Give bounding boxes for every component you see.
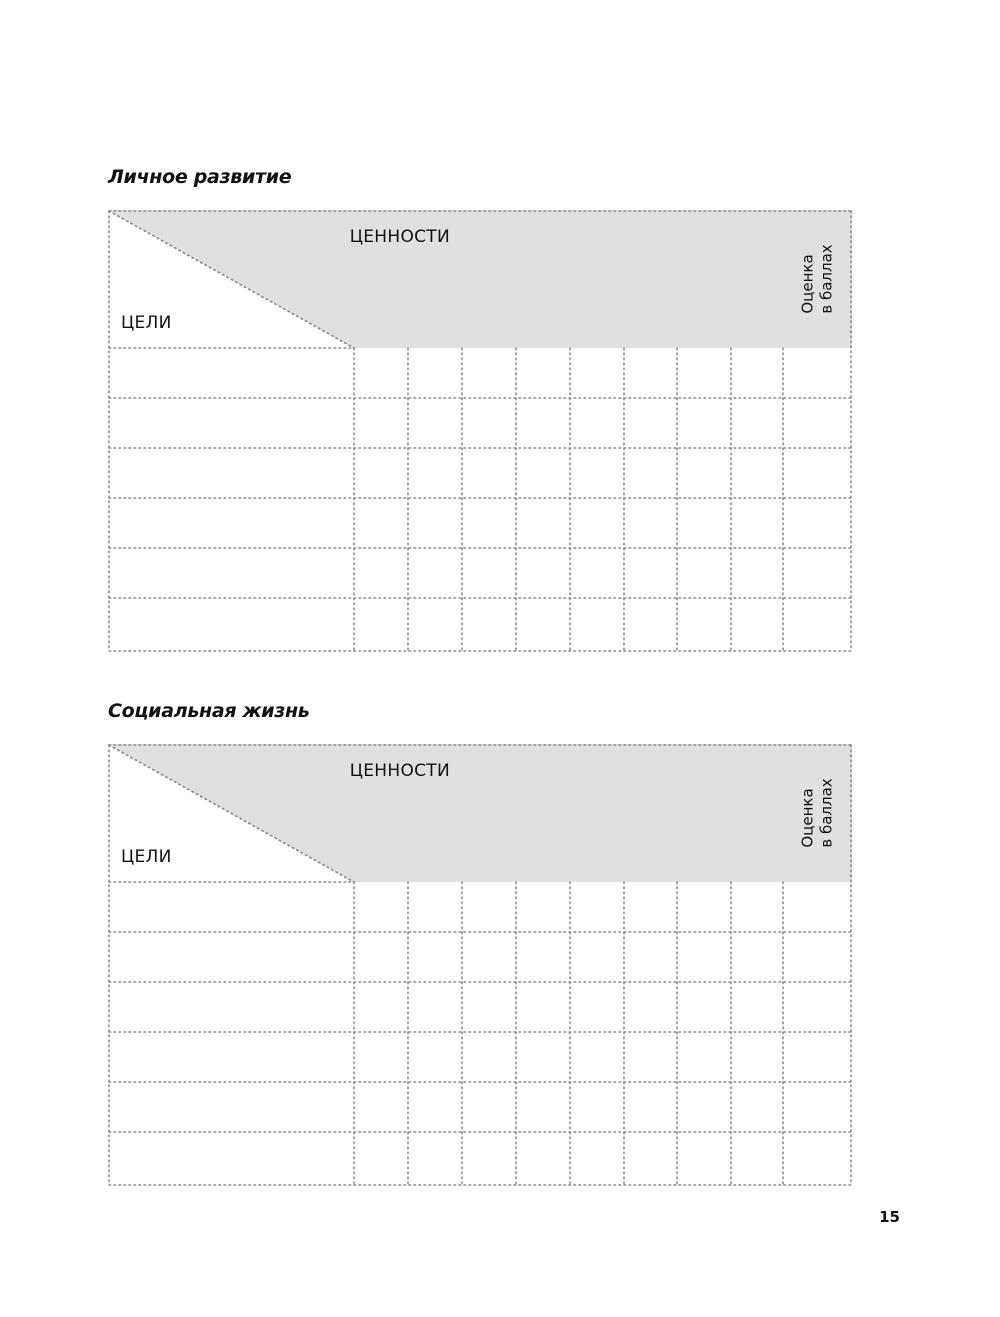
goals-values-worksheet-personal-development: [108, 210, 852, 652]
worksheet-grid: [108, 210, 852, 652]
worksheet-grid: [108, 744, 852, 1186]
score-column-header: [783, 210, 852, 348]
values-header-label: ЦЕННОСТИ: [349, 761, 450, 781]
goals-values-worksheet-social-life: [108, 744, 852, 1186]
goals-header-label: ЦЕЛИ: [121, 847, 172, 867]
page-number: 15: [879, 1208, 900, 1226]
score-label-line2: в баллах: [817, 778, 836, 848]
section-title-social-life: Социальная жизнь: [108, 700, 310, 722]
score-label-line1: Оценка: [798, 788, 817, 848]
goals-header-label: ЦЕЛИ: [121, 313, 172, 333]
values-header-label: ЦЕННОСТИ: [349, 227, 450, 247]
score-column-header: [783, 744, 852, 882]
score-label-line2: в баллах: [817, 244, 836, 314]
score-label-line1: Оценка: [798, 254, 817, 314]
section-title-personal-development: Личное развитие: [108, 166, 292, 188]
